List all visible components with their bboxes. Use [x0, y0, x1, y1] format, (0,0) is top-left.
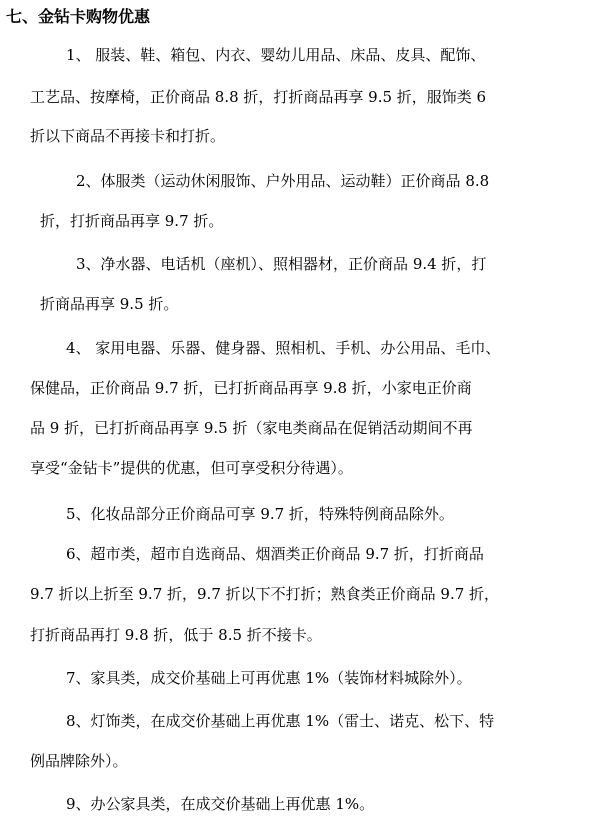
item-6-line-3: 打折商品再打 9.8 折，低于 8.5 折不接卡。	[30, 626, 322, 644]
item-6-line-1: 6、超市类，超市自选商品、烟酒类正价商品 9.7 折，打折商品	[66, 545, 484, 563]
item-2-line-1: 2、体服类（运动休闲服饰、户外用品、运动鞋）正价商品 8.8	[76, 172, 490, 190]
item-4-line-2: 保健品，正价商品 9.7 折，已打折商品再享 9.8 折，小家电正价商	[30, 379, 472, 397]
section-heading: 七、金钻卡购物优惠	[6, 7, 151, 26]
item-5-line-1: 5、化妆品部分正价商品可享 9.7 折，特殊特例商品除外。	[66, 505, 454, 523]
item-1-line-2: 工艺品、按摩椅，正价商品 8.8 折，打折商品再享 9.5 折，服饰类 6	[30, 88, 487, 106]
item-7-line-1: 7、家具类，成交价基础上可再优惠 1%（装饰材料城除外）。	[66, 669, 472, 687]
item-3-line-1: 3、净水器、电话机（座机）、照相器材，正价商品 9.4 折，打	[76, 255, 487, 273]
item-1-line-3: 折以下商品不再接卡和打折。	[30, 127, 226, 145]
item-6-line-2: 9.7 折以上折至 9.7 折，9.7 折以下不打折；熟食类正价商品 9.7 折，	[30, 585, 500, 603]
item-3-line-2: 折商品再享 9.5 折。	[40, 295, 179, 313]
item-4-line-3: 品 9 折，已打折商品再享 9.5 折（家电类商品在促销活动期间不再	[30, 419, 473, 437]
item-2-line-2: 折，打折商品再享 9.7 折。	[40, 212, 224, 230]
item-4-line-1: 4、 家用电器、乐器、健身器、照相机、手机、办公用品、毛巾、	[66, 339, 501, 357]
item-4-line-4: 享受“金钻卡”提供的优惠，但可享受积分待遇）。	[30, 459, 353, 477]
item-8-line-1: 8、灯饰类，在成交价基础上再优惠 1%（雷士、诺克、松下、特	[66, 712, 495, 730]
item-8-line-2: 例品牌除外）。	[30, 752, 128, 770]
item-9-line-1: 9、办公家具类，在成交价基础上再优惠 1%。	[66, 795, 375, 813]
item-1-line-1: 1、 服装、鞋、箱包、内衣、婴幼儿用品、床品、皮具、配饰、	[66, 46, 486, 64]
